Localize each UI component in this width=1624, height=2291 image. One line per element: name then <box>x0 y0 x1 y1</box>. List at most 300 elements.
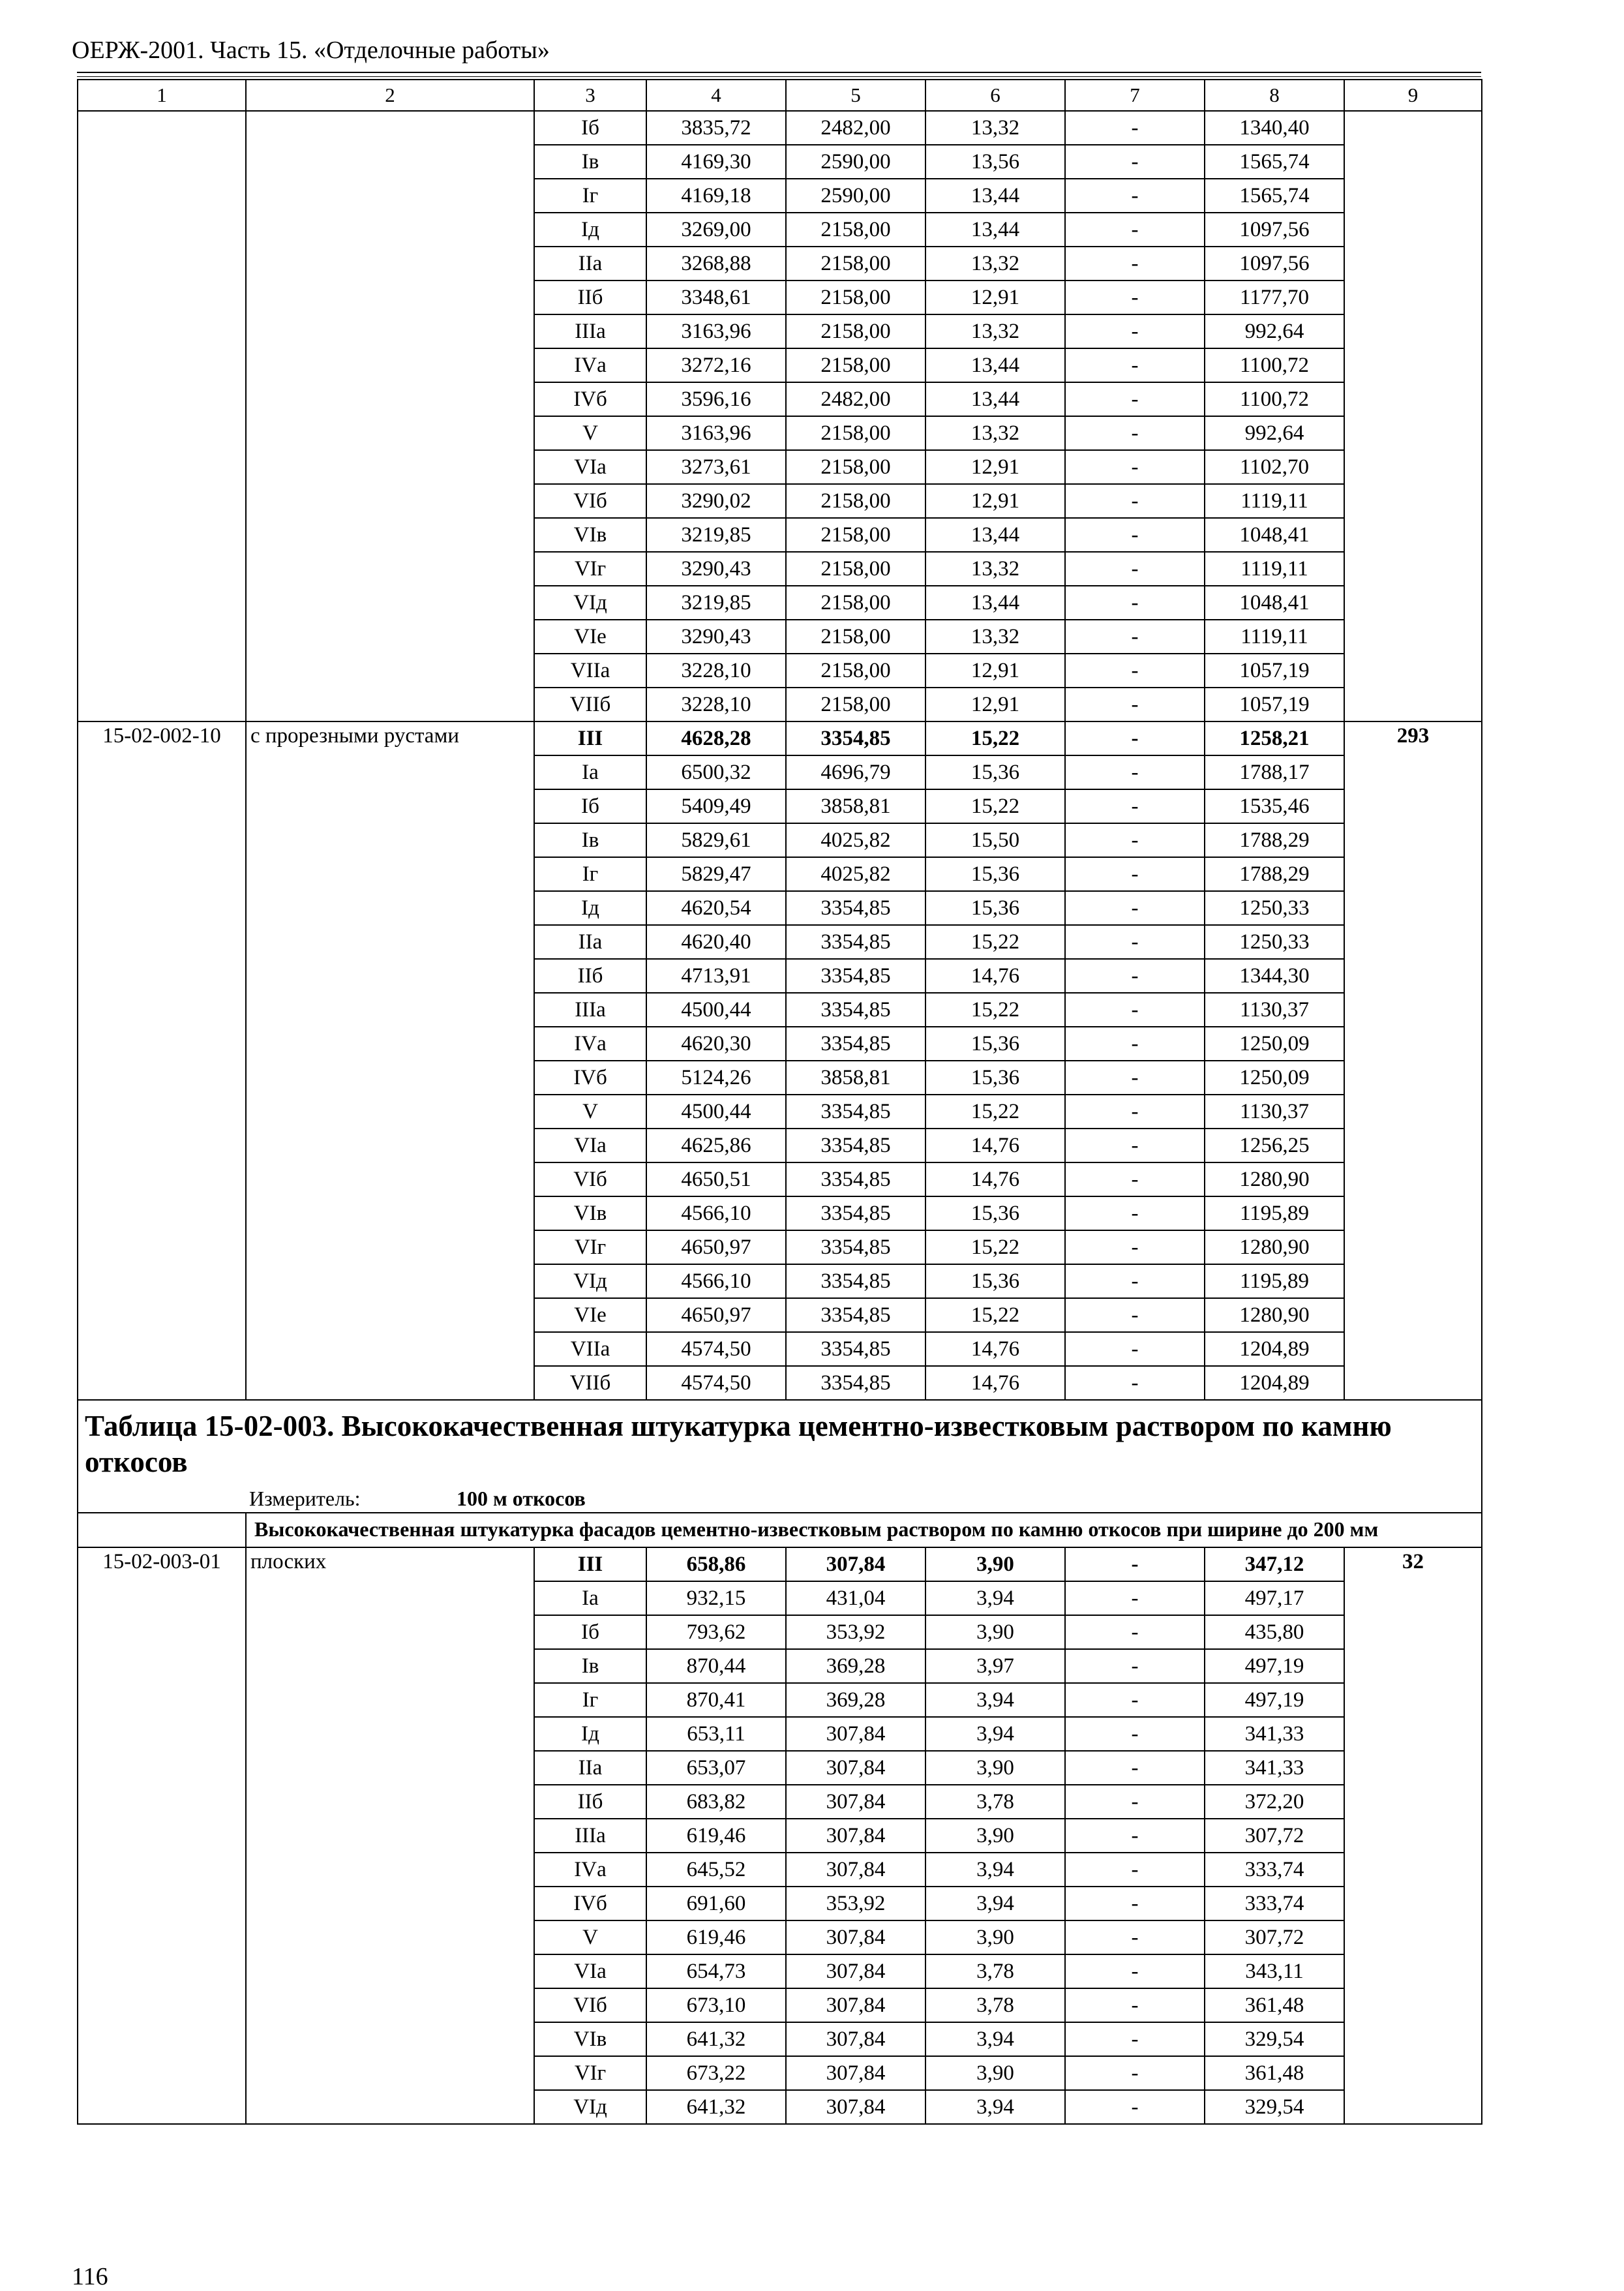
cell-value: 641,32 <box>646 2022 786 2056</box>
cell-value: - <box>1065 1683 1205 1717</box>
cell-value: 870,44 <box>646 1649 786 1683</box>
cell-value: - <box>1065 1547 1205 1581</box>
cell-value: 4620,54 <box>646 891 786 925</box>
cell-value: 1100,72 <box>1205 348 1344 382</box>
cell-value: 307,84 <box>786 1819 925 1853</box>
cell-value: 4696,79 <box>786 755 925 789</box>
cell-zone: IIIа <box>534 993 646 1027</box>
cell-value: 435,80 <box>1205 1615 1344 1649</box>
cell-value: 307,84 <box>786 1547 925 1581</box>
cell-value: 3219,85 <box>646 518 786 552</box>
cell-value: 4650,97 <box>646 1230 786 1264</box>
cell-value: 3596,16 <box>646 382 786 416</box>
cell-value: 653,11 <box>646 1717 786 1751</box>
cell-col9: 293 <box>1344 721 1482 1400</box>
cell-value: 4713,91 <box>646 959 786 993</box>
cell-value: - <box>1065 416 1205 450</box>
cell-value: 353,92 <box>786 1615 925 1649</box>
cell-value: - <box>1065 1095 1205 1129</box>
cell-zone: VIв <box>534 518 646 552</box>
cell-value: 1256,25 <box>1205 1129 1344 1162</box>
header-rule <box>77 72 1481 73</box>
cell-value: 2158,00 <box>786 552 925 586</box>
cell-zone: IIа <box>534 925 646 959</box>
cell-value: - <box>1065 1615 1205 1649</box>
cell-zone: IVа <box>534 1027 646 1061</box>
measure-line <box>85 1488 1475 1510</box>
cell-value: 3354,85 <box>786 1298 925 1332</box>
cell-zone: VIа <box>534 1129 646 1162</box>
cell-value: 13,44 <box>925 348 1065 382</box>
cell-value: 307,84 <box>786 1785 925 1819</box>
cell-value: 307,84 <box>786 1853 925 1887</box>
cell-value: 3354,85 <box>786 925 925 959</box>
cell-col9: 32 <box>1344 1547 1482 2124</box>
cell-value: - <box>1065 1196 1205 1230</box>
cell-value: - <box>1065 1264 1205 1298</box>
cell-zone: Iг <box>534 179 646 213</box>
cell-value: 2590,00 <box>786 179 925 213</box>
cell-value: 870,41 <box>646 1683 786 1717</box>
cell-value: 4620,40 <box>646 925 786 959</box>
cell-value: 12,91 <box>925 654 1065 688</box>
cell-value: 4500,44 <box>646 1095 786 1129</box>
cell-value: - <box>1065 857 1205 891</box>
cell-zone: Iг <box>534 857 646 891</box>
column-number: 1 <box>78 80 246 111</box>
cell-value: - <box>1065 993 1205 1027</box>
cell-value: 347,12 <box>1205 1547 1344 1581</box>
cell-value: 15,22 <box>925 1095 1065 1129</box>
cell-value: - <box>1065 518 1205 552</box>
cell-zone: VIе <box>534 620 646 654</box>
cell-value: 1204,89 <box>1205 1332 1344 1366</box>
cell-value: 641,32 <box>646 2090 786 2124</box>
cell-value: 3,94 <box>925 1683 1065 1717</box>
cell-value: 3273,61 <box>646 450 786 484</box>
cell-value: 13,44 <box>925 179 1065 213</box>
cell-value: 2158,00 <box>786 314 925 348</box>
cell-value: 15,36 <box>925 1196 1065 1230</box>
cell-zone: IIб <box>534 281 646 314</box>
cell-value: 2158,00 <box>786 281 925 314</box>
cell-value: 329,54 <box>1205 2022 1344 2056</box>
cell-value: 341,33 <box>1205 1751 1344 1785</box>
cell-zone: Iд <box>534 891 646 925</box>
cell-value: 12,91 <box>925 688 1065 721</box>
cell-value: 1195,89 <box>1205 1264 1344 1298</box>
cell-zone: V <box>534 416 646 450</box>
cell-value: 15,36 <box>925 1027 1065 1061</box>
cell-value: 1565,74 <box>1205 179 1344 213</box>
cell-value: - <box>1065 1785 1205 1819</box>
cell-value: - <box>1065 1853 1205 1887</box>
cell-value: 15,22 <box>925 925 1065 959</box>
cell-value: 14,76 <box>925 1162 1065 1196</box>
cell-value: 15,36 <box>925 1264 1065 1298</box>
cell-name: плоских <box>246 1547 534 2124</box>
cell-zone: IVб <box>534 1061 646 1095</box>
column-number: 2 <box>246 80 534 111</box>
table-title-row <box>78 1400 1482 1513</box>
cell-value: 497,17 <box>1205 1581 1344 1615</box>
cell-value: 2482,00 <box>786 382 925 416</box>
cell-value: 4628,28 <box>646 721 786 755</box>
cell-zone: Iд <box>534 213 646 247</box>
cell-value: 329,54 <box>1205 2090 1344 2124</box>
cell-value: 3228,10 <box>646 688 786 721</box>
cell-value: 3354,85 <box>786 959 925 993</box>
cell-value: 14,76 <box>925 1366 1065 1400</box>
cell-value: 3219,85 <box>646 586 786 620</box>
cell-value: 4574,50 <box>646 1366 786 1400</box>
cell-value: 1119,11 <box>1205 552 1344 586</box>
cell-value: - <box>1065 1954 1205 1988</box>
cell-value: - <box>1065 1129 1205 1162</box>
cell-value: 3,94 <box>925 1853 1065 1887</box>
cell-value: 3269,00 <box>646 213 786 247</box>
cell-zone: VIа <box>534 1954 646 1988</box>
cell-value: 3,94 <box>925 2090 1065 2124</box>
cell-value: 1119,11 <box>1205 620 1344 654</box>
cell-value: 307,84 <box>786 1717 925 1751</box>
cell-zone: Iд <box>534 1717 646 1751</box>
cell-value: 431,04 <box>786 1581 925 1615</box>
cell-value: - <box>1065 1230 1205 1264</box>
cell-value: 2158,00 <box>786 416 925 450</box>
cell-zone: VIIб <box>534 688 646 721</box>
cell-value: 15,36 <box>925 1061 1065 1095</box>
cell-zone: VIIа <box>534 654 646 688</box>
cell-value: 343,11 <box>1205 1954 1344 1988</box>
cell-value: 307,84 <box>786 2022 925 2056</box>
cell-value: 3,94 <box>925 1887 1065 1920</box>
cell-zone: IVб <box>534 382 646 416</box>
cell-value: 1177,70 <box>1205 281 1344 314</box>
cell-value: 3858,81 <box>786 1061 925 1095</box>
cell-value: - <box>1065 1061 1205 1095</box>
column-number: 3 <box>534 80 646 111</box>
cell-value: 1565,74 <box>1205 145 1344 179</box>
cell-zone: VIд <box>534 1264 646 1298</box>
cell-value: 307,84 <box>786 1920 925 1954</box>
header-rule-thin <box>77 76 1481 77</box>
cell-value: 307,72 <box>1205 1819 1344 1853</box>
cell-value: 2158,00 <box>786 586 925 620</box>
column-number-row <box>78 80 1482 111</box>
cell-value: 4566,10 <box>646 1264 786 1298</box>
cell-value: - <box>1065 1298 1205 1332</box>
cell-value: 1344,30 <box>1205 959 1344 993</box>
cell-code: 15-02-002-10 <box>78 721 246 1400</box>
cell-value: - <box>1065 1887 1205 1920</box>
cell-value: 932,15 <box>646 1581 786 1615</box>
cell-value: 14,76 <box>925 1332 1065 1366</box>
column-number: 4 <box>646 80 786 111</box>
cell-value: 3,90 <box>925 2056 1065 2090</box>
cell-value: - <box>1065 2056 1205 2090</box>
cell-value: 619,46 <box>646 1819 786 1853</box>
cell-value: - <box>1065 2090 1205 2124</box>
cell-value: - <box>1065 823 1205 857</box>
cell-value: 793,62 <box>646 1615 786 1649</box>
cell-zone: IVб <box>534 1887 646 1920</box>
cell-value: 13,44 <box>925 382 1065 416</box>
cell-value: 353,92 <box>786 1887 925 1920</box>
cell-zone: VIа <box>534 450 646 484</box>
column-number: 6 <box>925 80 1065 111</box>
cell-value: 4650,97 <box>646 1298 786 1332</box>
cell-value: 5829,61 <box>646 823 786 857</box>
cell-value: 2158,00 <box>786 348 925 382</box>
cell-value: 4500,44 <box>646 993 786 1027</box>
cell-value: 2158,00 <box>786 213 925 247</box>
cell-value: 13,44 <box>925 586 1065 620</box>
cell-value: 15,22 <box>925 993 1065 1027</box>
cell-value: 3,90 <box>925 1615 1065 1649</box>
cell-value: - <box>1065 213 1205 247</box>
cell-value: 3354,85 <box>786 1095 925 1129</box>
cell-value: 14,76 <box>925 959 1065 993</box>
cell-value: 1057,19 <box>1205 688 1344 721</box>
cell-value: 1250,09 <box>1205 1027 1344 1061</box>
cell-value: 654,73 <box>646 1954 786 1988</box>
cell-value: 15,36 <box>925 755 1065 789</box>
cell-value: 2158,00 <box>786 654 925 688</box>
column-number: 5 <box>786 80 925 111</box>
cell-value: 4650,51 <box>646 1162 786 1196</box>
cell-value: 3272,16 <box>646 348 786 382</box>
cell-value: - <box>1065 552 1205 586</box>
cell-value: 1195,89 <box>1205 1196 1344 1230</box>
cell-value: 12,91 <box>925 450 1065 484</box>
subheading: Высококачественная штукатурка фасадов цементно-известковым раствором по камню откосов при ширине до 200 мм <box>246 1513 1482 1547</box>
cell-value: 4169,18 <box>646 179 786 213</box>
cell-value: 3354,85 <box>786 1230 925 1264</box>
cell-value: 372,20 <box>1205 1785 1344 1819</box>
cell-value: 3354,85 <box>786 1332 925 1366</box>
cell-value: 361,48 <box>1205 1988 1344 2022</box>
cell-zone: Iб <box>534 111 646 145</box>
cell-value: 1788,29 <box>1205 857 1344 891</box>
cell-value: 673,10 <box>646 1988 786 2022</box>
cell-value: 1280,90 <box>1205 1298 1344 1332</box>
cell-value: 3354,85 <box>786 721 925 755</box>
cell-value: - <box>1065 450 1205 484</box>
table-body <box>78 80 1482 2124</box>
cell-value: 369,28 <box>786 1683 925 1717</box>
measure-label: Измеритель: <box>249 1486 361 1510</box>
cell-zone: VIIа <box>534 1332 646 1366</box>
cell-zone: VIб <box>534 484 646 518</box>
cell-zone: VIб <box>534 1988 646 2022</box>
cell-value: 341,33 <box>1205 1717 1344 1751</box>
cell-value: 4574,50 <box>646 1332 786 1366</box>
cell-value: 15,22 <box>925 1230 1065 1264</box>
cell-zone: Iб <box>534 1615 646 1649</box>
cell-value: 3163,96 <box>646 416 786 450</box>
cell-zone: VIе <box>534 1298 646 1332</box>
cell-zone: IIIа <box>534 314 646 348</box>
cell-value: 691,60 <box>646 1887 786 1920</box>
cell-name: с прорезными рустами <box>246 721 534 1400</box>
cell-value: 13,32 <box>925 247 1065 281</box>
cell-value: - <box>1065 654 1205 688</box>
cell-zone: Iг <box>534 1683 646 1717</box>
cell-value: 4169,30 <box>646 145 786 179</box>
page-number: 116 <box>72 2263 108 2290</box>
cell-value: 1057,19 <box>1205 654 1344 688</box>
cell-value: - <box>1065 1366 1205 1400</box>
cell-value: 3,97 <box>925 1649 1065 1683</box>
cell-value: - <box>1065 1717 1205 1751</box>
cell-value: 13,44 <box>925 213 1065 247</box>
cell-value: 1100,72 <box>1205 382 1344 416</box>
cell-value: 1048,41 <box>1205 518 1344 552</box>
cell-value: 13,32 <box>925 552 1065 586</box>
cell-value: 5409,49 <box>646 789 786 823</box>
cell-zone: IIа <box>534 247 646 281</box>
cell-value: 992,64 <box>1205 314 1344 348</box>
cell-value: 1535,46 <box>1205 789 1344 823</box>
cell-value: 15,50 <box>925 823 1065 857</box>
cell-value: 3354,85 <box>786 1027 925 1061</box>
cell-value: 2158,00 <box>786 450 925 484</box>
cell-value: 3268,88 <box>646 247 786 281</box>
cell-value: 333,74 <box>1205 1853 1344 1887</box>
cell-value: - <box>1065 281 1205 314</box>
cell-zone: IIб <box>534 1785 646 1819</box>
cell-value: 497,19 <box>1205 1683 1344 1717</box>
table-row <box>78 721 1482 755</box>
cell-value: 3,78 <box>925 1988 1065 2022</box>
cell-value: 2158,00 <box>786 518 925 552</box>
cell-zone: V <box>534 1920 646 1954</box>
cell-value: 992,64 <box>1205 416 1344 450</box>
cell-value: 4025,82 <box>786 857 925 891</box>
cell-value: 13,44 <box>925 518 1065 552</box>
cell-value: 3354,85 <box>786 1129 925 1162</box>
cell-zone: Iб <box>534 789 646 823</box>
cell-zone: VIг <box>534 552 646 586</box>
cell-zone: VIг <box>534 2056 646 2090</box>
cell-zone: III <box>534 721 646 755</box>
cell-value: 653,07 <box>646 1751 786 1785</box>
cell-value: - <box>1065 1581 1205 1615</box>
cell-value: 3,78 <box>925 1954 1065 1988</box>
cell-value: - <box>1065 484 1205 518</box>
cell-value: 3354,85 <box>786 891 925 925</box>
cell-value: 361,48 <box>1205 2056 1344 2090</box>
table-row <box>78 1547 1482 1581</box>
cell-value: 1250,33 <box>1205 925 1344 959</box>
cell-value: 4625,86 <box>646 1129 786 1162</box>
cell-value: 3,94 <box>925 2022 1065 2056</box>
cell-value: - <box>1065 179 1205 213</box>
cell-value: 14,76 <box>925 1129 1065 1162</box>
column-number: 8 <box>1205 80 1344 111</box>
cell-value: 307,72 <box>1205 1920 1344 1954</box>
cell-value: - <box>1065 688 1205 721</box>
measure-value: 100 м откосов <box>457 1486 586 1510</box>
cell-value: 3290,02 <box>646 484 786 518</box>
cell-value: 2158,00 <box>786 620 925 654</box>
cell-value: 13,32 <box>925 416 1065 450</box>
page-header: ОЕРЖ-2001. Часть 15. «Отделочные работы» <box>72 37 550 64</box>
cell-zone: IVа <box>534 348 646 382</box>
cell-code <box>78 111 246 721</box>
cell-value: - <box>1065 247 1205 281</box>
cell-value: 673,22 <box>646 2056 786 2090</box>
cell-value: 1788,29 <box>1205 823 1344 857</box>
cell-zone: VIIб <box>534 1366 646 1400</box>
column-number: 9 <box>1344 80 1482 111</box>
cell-value: 4025,82 <box>786 823 925 857</box>
cell-value: 3228,10 <box>646 654 786 688</box>
cell-zone: VIв <box>534 2022 646 2056</box>
cell-value: 3,90 <box>925 1547 1065 1581</box>
cell-value: - <box>1065 620 1205 654</box>
cell-zone: Iв <box>534 145 646 179</box>
cell-value: 3,90 <box>925 1751 1065 1785</box>
cell-value: 1204,89 <box>1205 1366 1344 1400</box>
subheading-row <box>78 1513 1482 1547</box>
cell-value: 13,56 <box>925 145 1065 179</box>
cell-value: 1788,17 <box>1205 755 1344 789</box>
cell-value: 3354,85 <box>786 1196 925 1230</box>
cell-value: 1258,21 <box>1205 721 1344 755</box>
cell-value: - <box>1065 314 1205 348</box>
cell-zone: IIб <box>534 959 646 993</box>
column-number: 7 <box>1065 80 1205 111</box>
cell-value: 1280,90 <box>1205 1162 1344 1196</box>
cell-value: - <box>1065 348 1205 382</box>
cell-value: 6500,32 <box>646 755 786 789</box>
cell-value: 15,22 <box>925 789 1065 823</box>
cell-value: 3858,81 <box>786 789 925 823</box>
cell-value: - <box>1065 1920 1205 1954</box>
cell-value: 497,19 <box>1205 1649 1344 1683</box>
cell-value: 619,46 <box>646 1920 786 1954</box>
cell-zone: VIд <box>534 2090 646 2124</box>
cell-zone: IVа <box>534 1853 646 1887</box>
cell-value: 2590,00 <box>786 145 925 179</box>
cell-value: - <box>1065 925 1205 959</box>
cell-value: 3348,61 <box>646 281 786 314</box>
cell-value: 645,52 <box>646 1853 786 1887</box>
cell-value: 1048,41 <box>1205 586 1344 620</box>
cell-value: 1097,56 <box>1205 247 1344 281</box>
cell-value: 5829,47 <box>646 857 786 891</box>
cell-value: - <box>1065 891 1205 925</box>
cell-value: - <box>1065 2022 1205 2056</box>
cell-value: 2482,00 <box>786 111 925 145</box>
cell-value: - <box>1065 1162 1205 1196</box>
cell-value: - <box>1065 145 1205 179</box>
cell-value: 12,91 <box>925 484 1065 518</box>
cell-zone: III <box>534 1547 646 1581</box>
cell-value: 5124,26 <box>646 1061 786 1095</box>
cell-value: 1119,11 <box>1205 484 1344 518</box>
price-table <box>77 79 1482 2125</box>
cell-value: 3354,85 <box>786 993 925 1027</box>
cell-value: 307,84 <box>786 1988 925 2022</box>
cell-value: - <box>1065 1988 1205 2022</box>
table-title: Таблица 15-02-003. Высококачественная штукатурка цементно-известковым раствором по камню откосов <box>85 1410 1392 1478</box>
cell-value: 307,84 <box>786 1751 925 1785</box>
cell-value: 15,36 <box>925 891 1065 925</box>
cell-value: - <box>1065 1751 1205 1785</box>
